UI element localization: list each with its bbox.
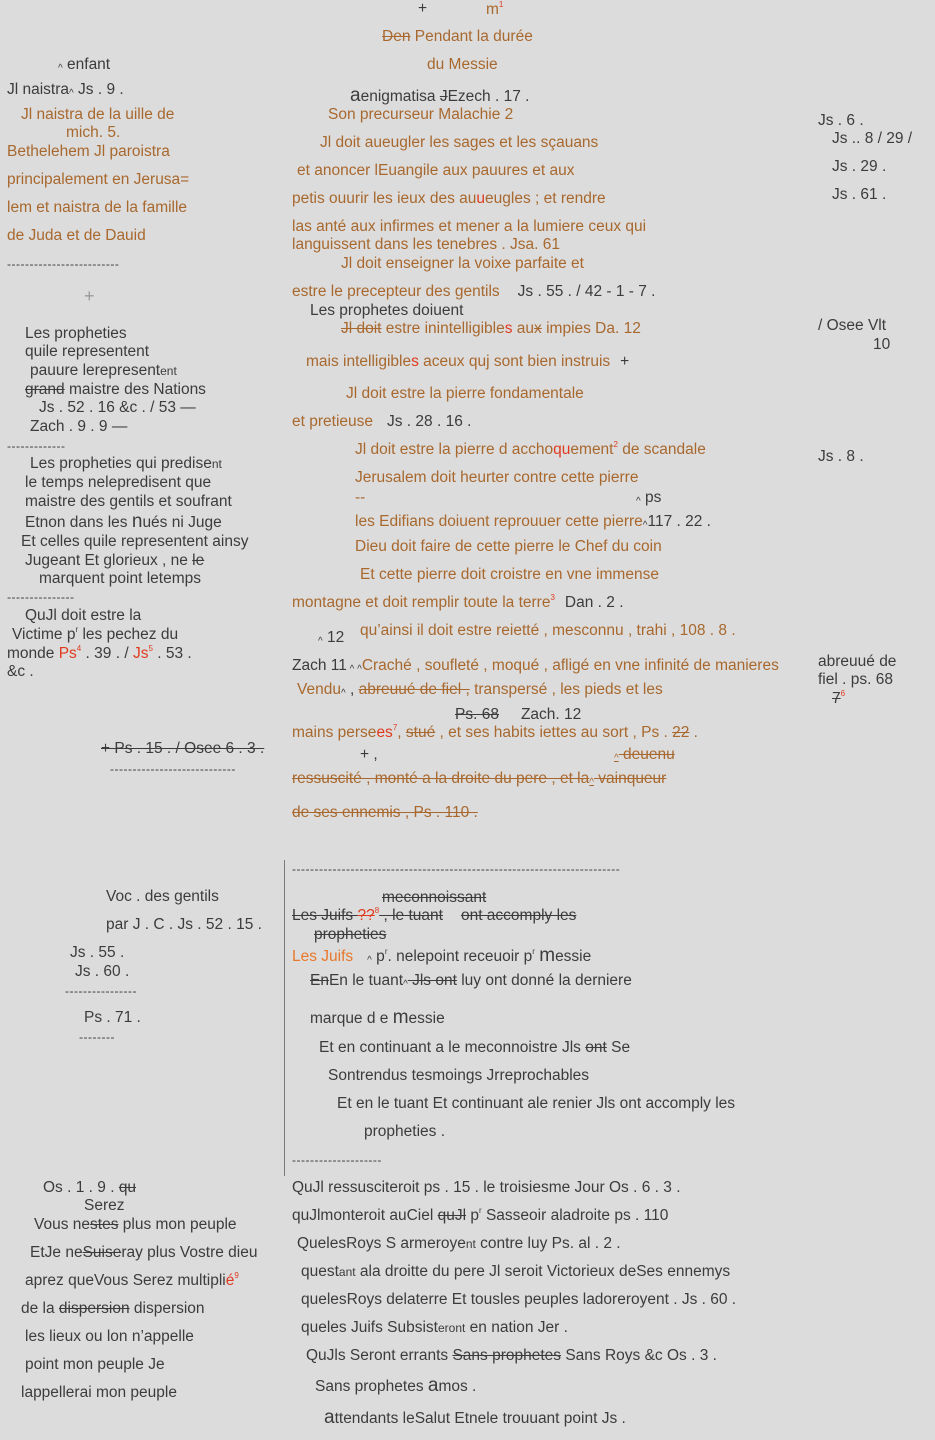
main-line-22: Et cette pierre doit croistre en vne immense bbox=[360, 566, 659, 583]
divider: ------------------------------------------------------------------------- bbox=[292, 862, 621, 876]
left-mid-3: Js . 55 . bbox=[70, 944, 125, 961]
bottom-line-7: QuJls Seront errants Sans prophetes Sans Roys &c Os . 3 . bbox=[306, 1347, 717, 1364]
margin-ref-3: Js . 29 . bbox=[832, 158, 887, 175]
divider: ------------------------- bbox=[7, 257, 120, 271]
left-bottom-7: les lieux ou lon n’appelle bbox=[25, 1328, 194, 1345]
main-line-14: mais intelligibles aceux quj sont bien instruis + bbox=[306, 353, 630, 370]
main-line-5: Jl doit aueugler les sages et les sçauans bbox=[320, 134, 599, 151]
divider: --------------- bbox=[7, 590, 75, 604]
left-line-9: Les propheties bbox=[25, 325, 127, 342]
mid-line-9: Et en le tuant Et continuant ale renier Jls ont accomply les bbox=[337, 1095, 736, 1112]
divider: ---------------------------- bbox=[110, 762, 236, 776]
left-bottom-3: Vous nestes plus mon peuple bbox=[34, 1216, 237, 1233]
mid-line-1: meconnoissant bbox=[382, 889, 487, 906]
left-line-18: Etnon dans les nués ni Juge bbox=[25, 511, 222, 532]
left-mid-4: Js . 60 . bbox=[75, 963, 130, 980]
main-line-18: Jerusalem doit heurter contre cette pierre bbox=[355, 469, 639, 486]
main-line-13: Jl doit estre inintelligibles aux impies Da. 12 bbox=[341, 320, 641, 337]
main-line-12: Les prophetes doiuent bbox=[310, 302, 464, 319]
left-line-5: Bethelehem Jl paroistra bbox=[7, 143, 170, 160]
left-mid-5: Ps . 71 . bbox=[84, 1009, 141, 1026]
left-bottom-8: point mon peuple Je bbox=[25, 1356, 165, 1373]
left-line-11: pauure lerepresentent bbox=[30, 362, 177, 379]
main-line-20: les Edifians doiuent reprouuer cette pierre^117 . 22 . bbox=[355, 513, 711, 531]
main-line-7: petis ouurir les ieux des auueugles ; et rendre bbox=[292, 190, 606, 207]
main-line-4: Son precurseur Malachie 2 bbox=[328, 106, 514, 123]
bottom-line-6: queles Juifs Subsisteront en nation Jer . bbox=[301, 1319, 568, 1336]
left-line-14: Zach . 9 . 9 — bbox=[30, 418, 128, 435]
left-bottom-9: lappellerai mon peuple bbox=[21, 1384, 177, 1401]
mid-line-3: propheties bbox=[314, 926, 387, 943]
margin-ref-2: Js .. 8 / 29 / bbox=[832, 130, 913, 147]
main-line-11: estre le precepteur des gentils Js . 55 . / 42 - 1 - 7 . bbox=[292, 283, 656, 300]
main-line-17: Jl doit estre la pierre d acchoquement$^2$ de scandale bbox=[355, 440, 706, 458]
main-line-29b: ^ deuenu bbox=[614, 746, 675, 764]
main-line-23: montagne et doit remplir toute la terre$^3$ Dan . 2 . bbox=[292, 593, 624, 611]
header-m: $m^1$ bbox=[486, 0, 504, 18]
vertical-divider bbox=[284, 860, 285, 1176]
main-line-27: Ps. 68 Zach. 12 bbox=[455, 706, 582, 723]
left-line-12: grand maistre des Nations bbox=[25, 381, 206, 398]
mid-line-2: Les Juifs ??$^8$ , le tuant ont accomply les bbox=[292, 906, 577, 924]
left-bottom-5: aprez queVous Serez multiplié$^9$ bbox=[25, 1271, 239, 1289]
header-plus: + bbox=[418, 0, 428, 17]
left-line-8: de Juda et de Dauid bbox=[7, 227, 146, 244]
left-line-2: Jl naistra^ Js . 9 . bbox=[7, 81, 124, 99]
margin-ref-7: Js . 8 . bbox=[818, 448, 864, 465]
main-line-28: mains persees$^7$, stué , et ses habits iettes au sort , Ps . 22 . bbox=[292, 723, 698, 741]
left-line-24: monde Ps$^4$ . 39 . / Js$^5$ . 53 . bbox=[7, 644, 192, 662]
left-line-23: Victime $p^r$ les pechez du bbox=[12, 625, 179, 643]
main-line-26: Vendu^ , abreuué de fiel , transpersé , les pieds et les bbox=[297, 681, 663, 699]
left-line-20: Jugeant Et glorieux , ne le bbox=[25, 552, 205, 569]
main-line-6: et anoncer lEuangile aux pauures et aux bbox=[297, 162, 575, 179]
divider: ---------------- bbox=[65, 984, 137, 998]
left-line-6: principalement en Jerusa= bbox=[7, 171, 190, 188]
bottom-line-5: quelesRoys delaterre Et tousles peuples ladoreroyent . Js . 60 . bbox=[301, 1291, 737, 1308]
left-mid-1: Voc . des gentils bbox=[106, 888, 219, 905]
left-line-7: lem et naistra de la famille bbox=[7, 199, 188, 216]
mid-line-4: Les Juifs ^ $p^r$. nelepoint receuoir $p^r$ messie bbox=[292, 945, 592, 966]
bottom-line-4: questant ala droitte du pere Jl seroit Victorieux deSes ennemys bbox=[301, 1263, 731, 1280]
left-line-17: maistre des gentils et soufrant bbox=[25, 493, 232, 510]
margin-ref-5: / Osee Vlt bbox=[818, 317, 887, 334]
divider: ------------- bbox=[7, 439, 66, 453]
bottom-line-9: attendants leSalut Etnele trouuant point Js . bbox=[324, 1407, 626, 1428]
margin-ref-6: 10 bbox=[873, 336, 891, 353]
left-mid-2: par J . C . Js . 52 . 15 . bbox=[106, 916, 262, 933]
left-line-19: Et celles quile representent ainsy bbox=[21, 533, 249, 550]
main-line-16: et pretieuse Js . 28 . 16 . bbox=[292, 413, 472, 430]
main-line-25: Zach 11 ^ ^Craché , soufleté , moqué , afligé en vne infinité de manieres bbox=[292, 657, 779, 675]
main-line-21: Dieu doit faire de cette pierre le Chef du coin bbox=[355, 538, 662, 555]
main-line-2: du Messie bbox=[427, 56, 498, 73]
bottom-line-3: QuelesRoys S armeroyent contre luy Ps. al . 2 . bbox=[297, 1235, 621, 1252]
left-line-15: Les propheties qui predisent bbox=[30, 455, 222, 472]
mid-line-8: Sontrendus tesmoings Jrreprochables bbox=[328, 1067, 590, 1084]
left-line-4: mich. 5. bbox=[66, 124, 121, 141]
main-line-30: ressuscité , monté a la droite du pere , et la^ vainqueur bbox=[292, 770, 667, 788]
main-line-1: Den Pendant la durée bbox=[382, 28, 533, 45]
mid-line-7: Et en continuant a le meconnoistre Jls ont Se bbox=[319, 1039, 631, 1056]
left-bottom-6: de la dispersion dispersion bbox=[21, 1300, 205, 1317]
margin-ref-9: fiel . ps. 68 bbox=[818, 671, 893, 688]
bottom-line-1: QuJl ressusciteroit ps . 15 . le troisiesme Jour Os . 6 . 3 . bbox=[292, 1179, 681, 1196]
divider: -------- bbox=[79, 1030, 115, 1044]
margin-ref-4: Js . 61 . bbox=[832, 186, 887, 203]
left-line-1: ^ enfant bbox=[58, 56, 111, 74]
note-marker: 1 bbox=[498, 0, 504, 9]
left-line-3: Jl naistra de la uille de bbox=[21, 106, 175, 123]
left-line-25: &c . bbox=[7, 663, 34, 680]
left-bottom-1: Os . 1 . 9 . qu bbox=[43, 1179, 137, 1196]
main-line-31: de ses ennemis , Ps . 110 . bbox=[292, 804, 478, 821]
bottom-line-8: Sans prophetes amos . bbox=[315, 1375, 477, 1396]
main-line-8: las anté aux infirmes et mener a la lumiere ceux qui bbox=[292, 218, 647, 235]
main-line-3: aenigmatisa JEzech . 17 . bbox=[350, 85, 530, 106]
main-line-24b: qu’ainsi il doit estre reietté , mesconnu , trahi , 108 . 8 . bbox=[360, 622, 736, 639]
mid-line-5: EnEn le tuant^ Jls ont luy ont donné la derniere bbox=[310, 972, 632, 990]
main-line-19b: ^ ps bbox=[636, 489, 662, 507]
main-line-24a: ^ 12 bbox=[318, 629, 345, 647]
left-line-16: le temps nelepredisent que bbox=[25, 474, 212, 491]
mid-line-10: propheties . bbox=[364, 1123, 445, 1140]
main-line-29a: + , bbox=[360, 746, 378, 763]
main-line-19a: -- bbox=[355, 489, 366, 506]
left-plus: + bbox=[84, 286, 95, 306]
left-bottom-2: Serez bbox=[84, 1197, 125, 1214]
left-line-13: Js . 52 . 16 &c . / 53 — bbox=[39, 399, 196, 416]
left-line-21: marquent point letemps bbox=[39, 570, 201, 587]
main-line-10: Jl doit enseigner la voixe parfaite et bbox=[341, 255, 584, 272]
margin-ref-8: abreuué de bbox=[818, 653, 897, 670]
left-bottom-4: EtJe neSuiseray plus Vostre dieu bbox=[30, 1244, 258, 1261]
left-line-10: quile representent bbox=[25, 343, 150, 360]
mid-line-6: marque d e messie bbox=[310, 1007, 445, 1028]
divider: -------------------- bbox=[292, 1153, 382, 1167]
margin-ref-1: Js . 6 . bbox=[818, 112, 864, 129]
bottom-line-2: quJlmonteroit auCiel quJl $p^r$ Sasseoir aladroite ps . 110 bbox=[292, 1206, 669, 1224]
main-line-9: languissent dans les tenebres . Jsa. 61 bbox=[292, 236, 560, 253]
left-line-22: QuJl doit estre la bbox=[25, 607, 142, 624]
left-line-26: + Ps . 15 . / Osee 6 . 3 . bbox=[101, 740, 265, 757]
margin-ref-10: $7^6$ bbox=[832, 689, 846, 707]
main-line-15: Jl doit estre la pierre fondamentale bbox=[346, 385, 584, 402]
